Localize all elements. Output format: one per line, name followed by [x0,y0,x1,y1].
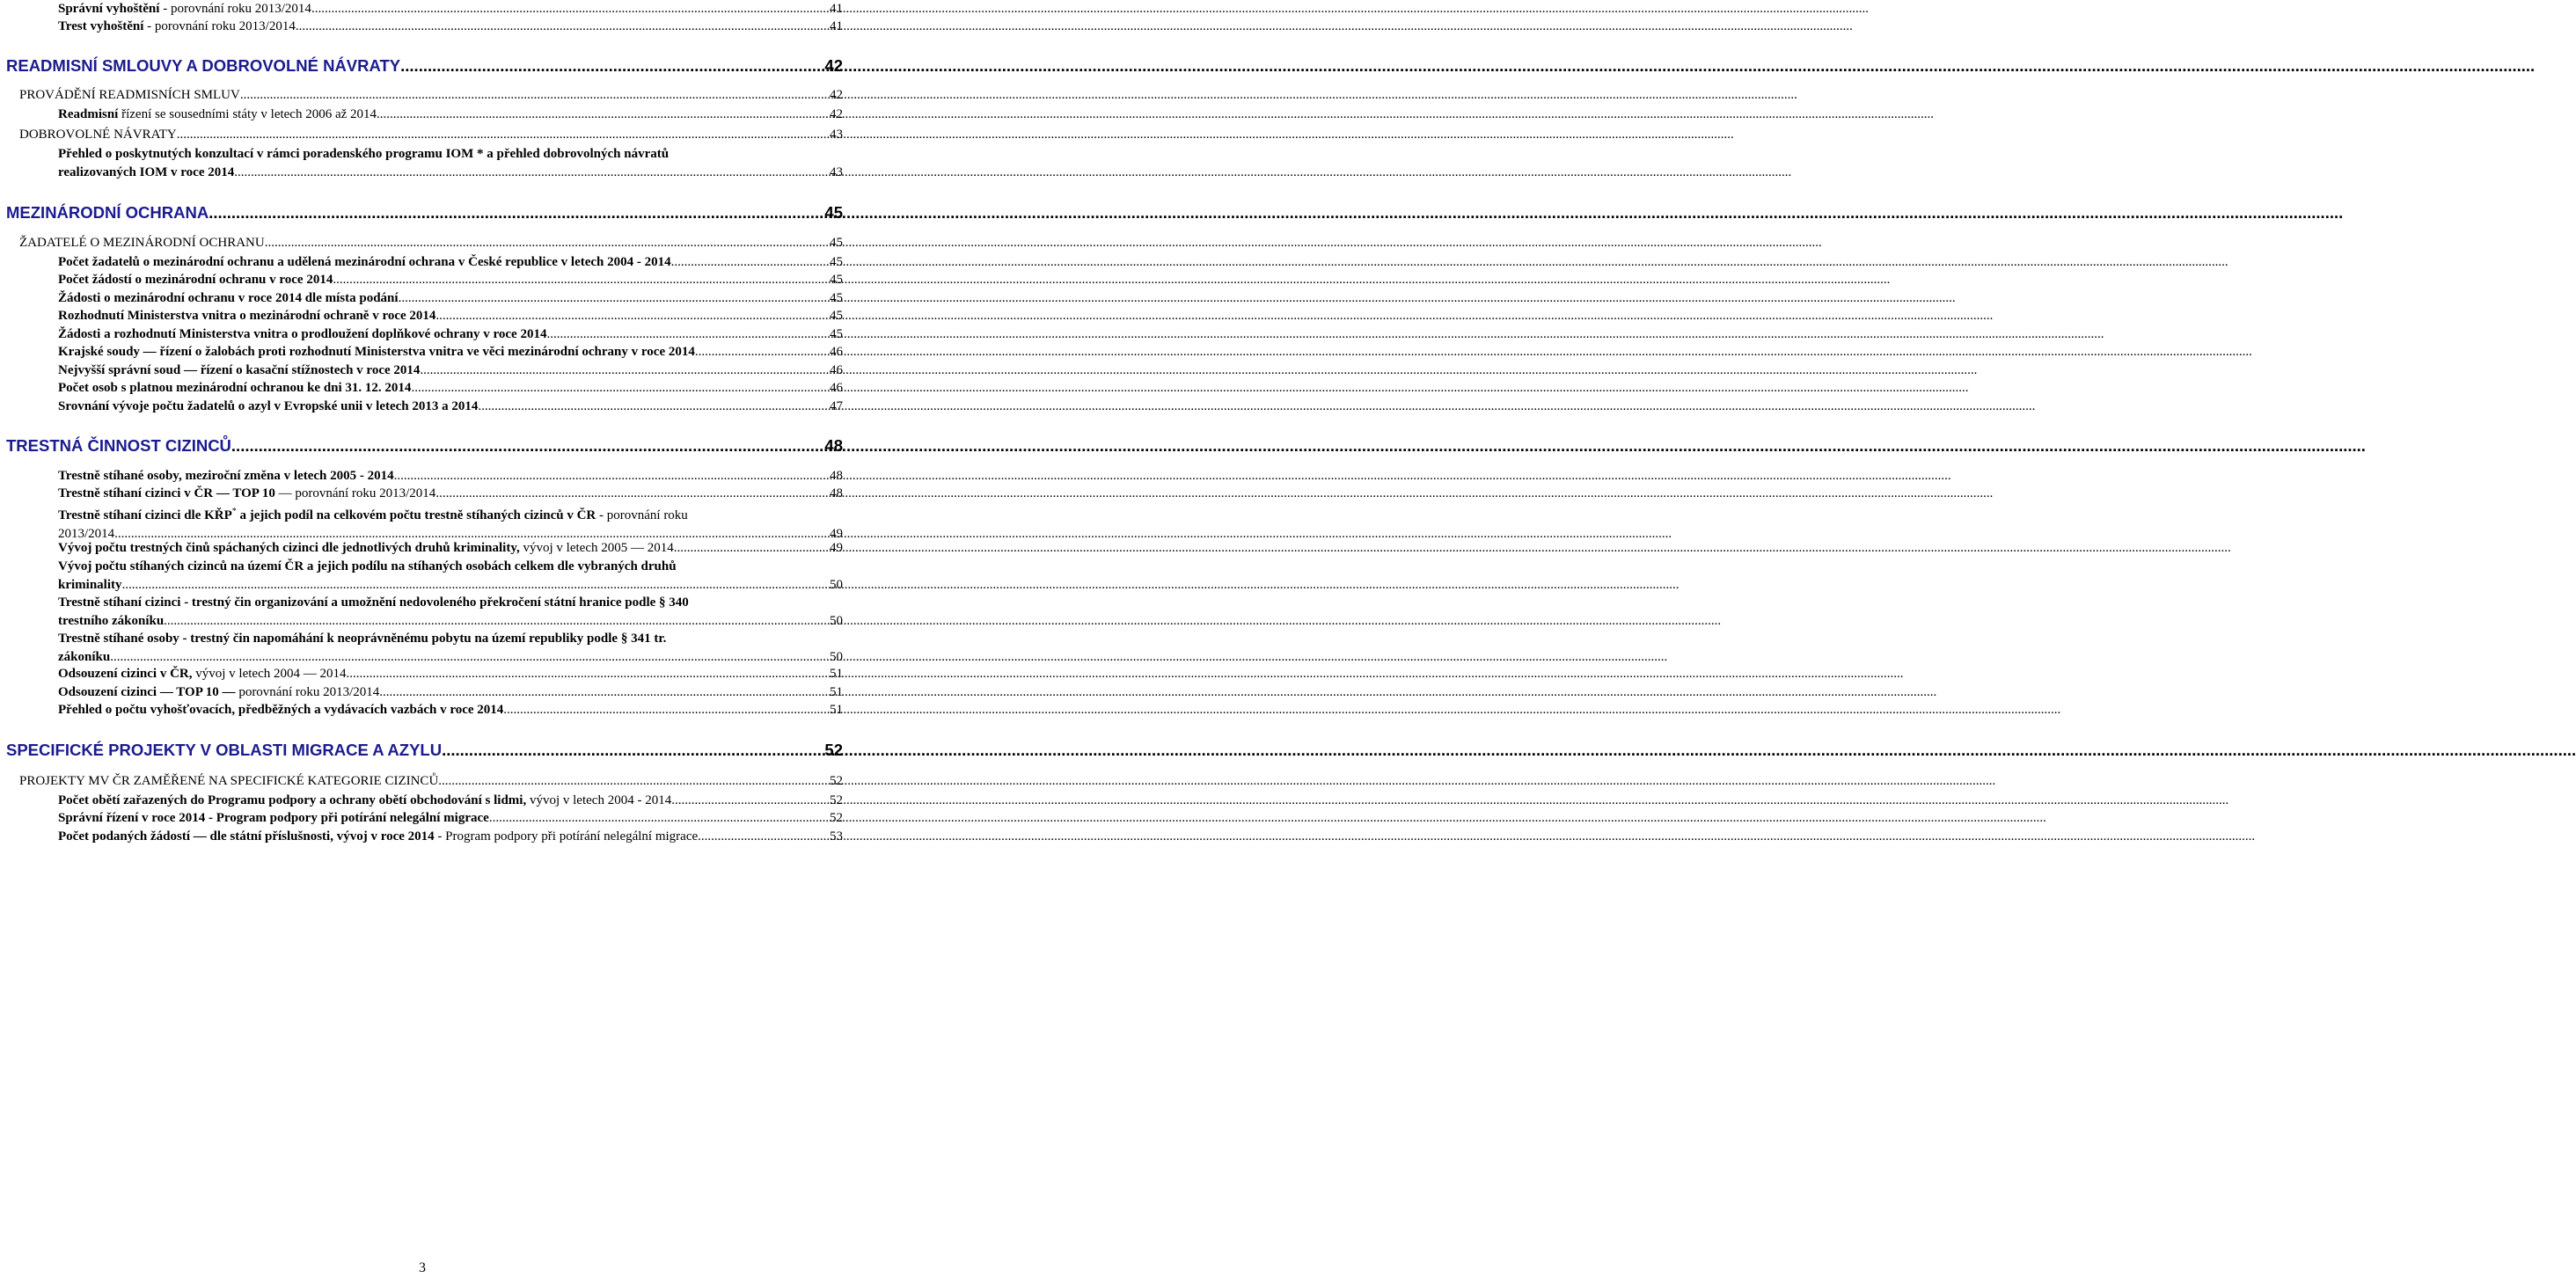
toc-entry[interactable] [58,0,843,18]
toc-entry[interactable] [58,106,843,123]
toc-entry-title-rest: - porovnání roku 2013/2014 [159,2,311,16]
toc-entry-title-rest: řízení se sousedními státy v letech 2006 až 2014 [118,107,377,121]
toc-entry-title-rest: vývoj v letech 2004 — 2014 [192,667,347,681]
toc-page-number: 48 [830,486,843,500]
leader-dots [379,683,830,701]
toc-entry[interactable] [58,701,843,719]
toc-entry-title: Počet obětí zařazených do Programu podpory a ochrany obětí obchodování s lidmi, [58,793,527,807]
toc-entry-title: Rozhodnutí Ministerstva vnitra o mezinárodní ochraně v roce 2014 [58,309,436,323]
toc-chapter-title: MEZINÁRODNÍ OCHRANA [6,203,209,222]
leader-dots [435,307,830,325]
toc-page-number: 45 [830,291,843,305]
toc-page-number: 51 [830,703,843,717]
toc-entry[interactable] [58,792,843,809]
toc-page-number: 51 [830,667,843,681]
page-number: 3 [419,1260,426,1275]
toc-entry-title-line1: Vývoj počtu stíhaných cizinců na území ČR a jejich podílu na stíhaných osobách celkem dle vybraných druhů [58,559,677,573]
toc-page-number: 48 [824,436,843,455]
toc-page-number: 45 [830,255,843,269]
toc-chapter-title: TRESTNÁ ČINNOST CIZINCŮ [6,436,231,455]
toc-entry-title-line1: Přehled o poskytnutých konzultací v rámci poradenského programu IOM * a přehled dobrovolných návratů [58,147,670,161]
toc-page-number: 42 [824,56,843,75]
toc-entry-title: Vývoj počtu trestných činů spáchaných cizinci dle jednotlivých druhů kriminality, [58,541,520,555]
leader-dots [333,271,830,288]
toc-chapter-title: SPECIFICKÉ PROJEKTY V OBLASTI MIGRACE A AZYLU [6,741,443,759]
toc-entry[interactable] [58,558,843,594]
toc-entry-title-line1: Trestně stíhané osoby - trestný čin napomáhání k neoprávněnému pobytu na území republiky podle § 341 tr. [58,632,667,646]
leader-dots [177,126,830,143]
toc-page-number: 50 [830,649,843,664]
toc-entry-title-rest: - Program podpory při potírání nelegální migrace [434,829,699,843]
toc-entry-title: Odsouzení cizinci v ČR, [58,667,193,681]
toc-entry[interactable] [58,307,843,325]
toc-entry-title: Trestně stíhaní cizinci v ČR — TOP 10 [58,486,275,500]
toc-entry-title: Nejvyšší správní soud — řízení o kasační stížnostech v roce 2014 [58,363,421,377]
leader-dots [164,612,830,630]
toc-page-number: 42 [830,88,843,102]
toc-entry[interactable] [58,343,843,361]
toc-entry-title: Počet osob s platnou mezinárodní ochranou ke dni 31. 12. 2014 [58,381,412,395]
toc-section-title: PROJEKTY MV ČR ZAMĚŘENÉ NA SPECIFICKÉ KATEGORIE CIZINCŮ [19,774,439,788]
toc-chapter[interactable] [6,741,843,759]
toc-page-number: 46 [830,381,843,395]
leader-dots [442,741,824,759]
leader-dots [265,234,830,252]
toc-entry-title-line2: zákoníku [58,649,111,664]
toc-page-number: 42 [830,107,843,121]
toc-entry-title-rest: vývoj v letech 2004 - 2014 [526,793,672,807]
toc-entry-title-line1: Trestně stíhaní cizinci dle KŘP [58,508,232,522]
toc-entry[interactable] [58,809,843,827]
toc-entry[interactable] [58,289,843,307]
toc-entry[interactable] [58,665,843,683]
toc-entry-title: Krajské soudy — řízení o žalobách proti rozhodnutí Ministerstva vnitra ve věci mezinárodní ochrany v roce 2014 [58,345,695,359]
toc-page-number: 50 [830,613,843,628]
toc-page-number: 52 [830,811,843,825]
toc-entry-title-line1: Trestně stíhaní cizinci - trestný čin organizování a umožnění nedovoleného překročení státní hranice podle § 340 [58,595,689,610]
toc-entry[interactable] [58,828,843,845]
toc-entry-title-rest: — porovnání roku 2013/2014 [274,486,436,500]
toc-page-number: 41 [830,19,843,33]
toc-chapter[interactable] [6,204,843,222]
toc-entry[interactable] [58,398,843,415]
leader-dots [411,379,830,397]
toc-entry-title: Srovnání vývoje počtu žadatelů o azyl v Evropské unii v letech 2013 a 2014 [58,399,479,413]
leader-dots [503,701,830,719]
toc-entry-title: Žádosti a rozhodnutí Ministerstva vnitra o prodloužení doplňkové ochrany v roce 2014 [58,327,547,341]
leader-dots [478,398,830,415]
leader-dots [546,325,830,343]
toc-entry[interactable] [58,539,843,557]
leader-dots [399,289,830,307]
toc-page-number: 43 [830,128,843,142]
toc-entry-title: Správní řízení v roce 2014 - Program podpory při potírání nelegální migrace [58,811,489,825]
toc-chapter[interactable] [6,437,843,455]
toc-entry-title-rest: porovnání roku 2013/2014 [235,685,380,699]
toc-entry-title: Odsouzení cizinci — TOP 10 — [58,685,236,699]
toc-page-number: 51 [830,685,843,699]
toc-entry[interactable] [58,485,843,502]
toc-entry[interactable] [58,630,843,666]
leader-dots [489,809,830,827]
leader-dots [110,648,830,666]
toc-page-number: 47 [830,399,843,413]
toc-section[interactable] [19,772,843,790]
leader-dots [377,106,830,123]
leader-dots [394,467,830,485]
toc-page-number: 53 [830,829,843,843]
toc-entry[interactable] [58,594,843,630]
toc-entry-title: Trestně stíhané osoby, meziroční změna v letech 2005 - 2014 [58,469,394,483]
toc-section[interactable] [19,86,843,104]
toc-page-number: 45 [830,273,843,287]
toc-entry-title-rest: vývoj v letech 2005 — 2014 [519,541,674,555]
toc-entry[interactable] [58,361,843,379]
toc-entry[interactable] [58,467,843,485]
toc-entry-title: Počet žádostí o mezinárodní ochranu v roce 2014 [58,273,333,287]
toc-section-title: ŽADATELÉ O MEZINÁRODNÍ OCHRANU [19,236,265,250]
leader-dots [234,164,830,181]
toc-entry[interactable] [58,325,843,343]
leader-dots [240,86,830,104]
leader-dots [695,343,830,361]
toc-entry-title: Readmisní [58,107,119,121]
toc-entry-title: Správní vyhoštění [58,2,160,16]
leader-dots [311,0,830,18]
leader-dots [674,539,830,557]
toc-entry-title-line2: 2013/2014 [58,526,115,541]
toc-entry[interactable] [58,253,843,271]
leader-dots [438,772,830,790]
toc-page-number: 52 [824,741,843,759]
toc-page-number: 49 [830,526,843,541]
toc-page-number: 45 [830,236,843,250]
toc-page-number: 45 [830,309,843,323]
toc-entry-title-rest: - porovnání roku [596,508,688,522]
leader-dots [231,437,825,455]
toc-chapter[interactable] [6,57,843,75]
leader-dots [420,361,830,379]
toc-page-number: 49 [830,541,843,555]
toc-page-number: 46 [830,363,843,377]
toc-page-number: 52 [830,793,843,807]
toc-section-title: PROVÁDĚNÍ READMISNÍCH SMLUV [19,88,240,102]
toc-entry[interactable] [58,145,843,181]
leader-dots [435,485,830,502]
toc-entry[interactable] [58,379,843,397]
leader-dots [671,792,830,809]
toc-entry[interactable] [58,503,843,543]
toc-page-number: 50 [830,577,843,592]
leader-dots [698,828,830,845]
toc-entry[interactable] [58,683,843,701]
toc-section[interactable] [19,126,843,143]
leader-dots [296,18,830,35]
toc-page-number: 46 [830,345,843,359]
leader-dots [671,253,830,271]
toc-page-number: 48 [830,469,843,483]
toc-entry-title-line1b: a jejich podíl na celkovém počtu trestně stíhaných cizinců v ČR [236,508,596,522]
toc-entry-title: Počet žadatelů o mezinárodní ochranu a udělená mezinárodní ochrana v České republice v letech 2004 - 2014 [58,255,671,269]
toc-entry-title-line2: realizovaných IOM v roce 2014 [58,164,235,179]
toc-section[interactable] [19,234,843,252]
toc-entry-title: Přehled o počtu vyhošťovacích, předběžných a vydávacích vazbách v roce 2014 [58,703,504,717]
toc-entry-title: Trest vyhoštění [58,19,144,33]
toc-section-title: DOBROVOLNÉ NÁVRATY [19,128,177,142]
toc-entry-title: Žádosti o mezinárodní ochranu v roce 2014 dle místa podání [58,291,399,305]
toc-chapter-title: READMISNÍ SMLOUVY A DOBROVOLNÉ NÁVRATY [6,56,401,75]
toc-entry-title-line2: trestního zákoníku [58,613,165,628]
footnote-mark: * [231,507,237,516]
leader-dots [122,576,830,594]
toc-entry-title-rest: - porovnání roku 2013/2014 [143,19,296,33]
toc-page-number: 43 [830,164,843,179]
toc-entry-title-line2: kriminality [58,577,122,592]
toc-entry-title: Počet podaných žádostí — dle státní příslušnosti, vývoj v roce 2014 [58,829,435,843]
toc-page-number: 45 [830,327,843,341]
leader-dots [400,57,824,75]
toc-entry[interactable] [58,18,843,35]
toc-entry[interactable] [58,271,843,288]
leader-dots [346,665,830,683]
toc-page-number: 41 [830,2,843,16]
toc-page-number: 45 [824,203,843,222]
leader-dots [209,204,824,222]
toc-page-number: 52 [830,774,843,788]
